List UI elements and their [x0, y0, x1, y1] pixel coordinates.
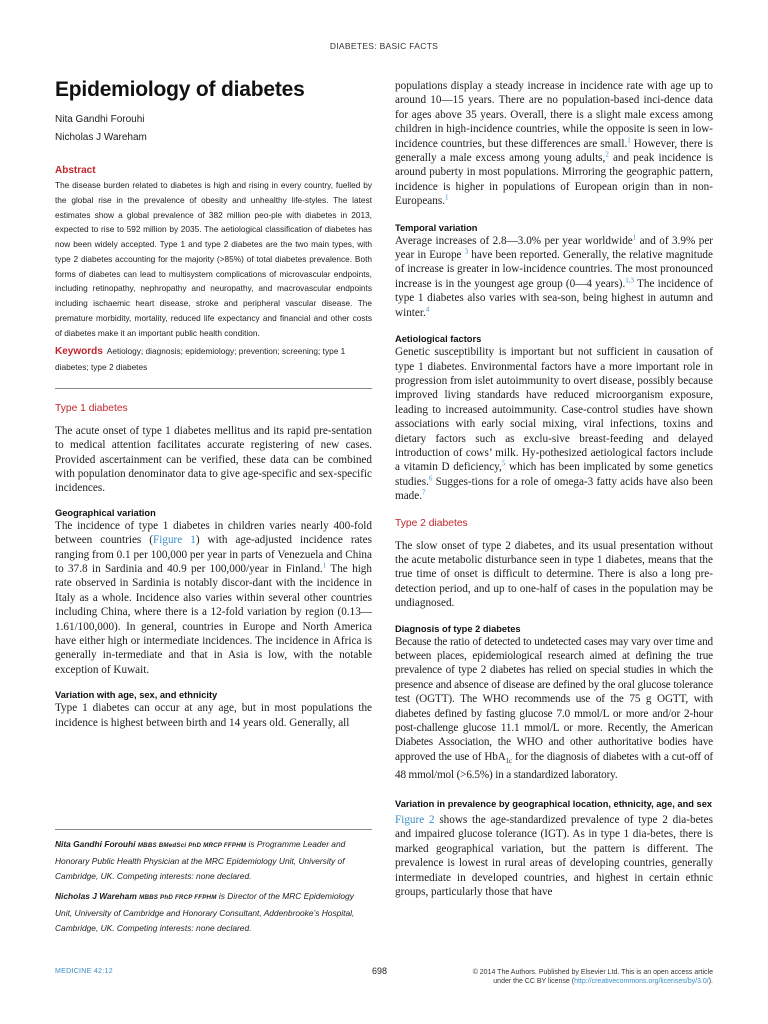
type1-heading: Type 1 diabetes	[55, 402, 128, 414]
section-divider	[55, 388, 372, 389]
author-bio-1: Nita Gandhi Forouhi MBBS BMedSci PhD MRCP FFPHM is Programme Leader and Honorary Public Health Physician at the MRC Epidemiology Unit, University of Cambridge, UK. Competing interests: none declared.	[55, 839, 346, 881]
type2-heading: Type 2 diabetes	[395, 517, 468, 529]
keywords-label: Keywords	[55, 346, 103, 358]
continued-text: populations display a steady increase in incidence rate with age up to around 10—15 years. There are no population-based inci-dence data for ages above 35 years. Overall, there is a slight male excess among children in high-incidence countries, while the opposite is seen in low-incidence countries, but these differences are small.$^1$ However, there is generally a male excess among young adults,$^2$ and peak incidence is around puberty in most populations. Mirroring the geographic pattern, incidence is higher in populations of European origin than in non-Europeans.$^1$	[395, 80, 714, 208]
geo-variation-text: The incidence of type 1 diabetes in children varies nearly 400-fold between countries (Figure 1) with age-adjusted incidence rates ranging from 0.1 per 100,000 per year in parts of Venezuela and China to 37.8 in Sardinia and 40.9 per 100,000/year in Finland.$^1$ The high rate observed in Sardinia is notably discor-dant with the incidence in Italy as a whole. Incidence also varies within several other countries including China, where there is a 12-fold variation by region (0.13—1.61/100,000). In general, countries in Europe and North America have either high or intermediate incidences. The incidence in Africa is generally in-termediate and that in Asia is low, with the notable exception of Kuwait.	[55, 519, 372, 676]
temporal-variation-text: Average increases of 2.8—3.0% per year worldwide$^1$ and of 3.9% per year in Europe $^3$ have been reported. Generally, the relative magnitude of increase is greater in low-incidence countries. The most pronounced increase is in the youngest age group (0—4 years).$^{1,3}$ The incidence of type 1 diabetes also varies with sea-son, being highest in autumn and winter.$^4$	[395, 232, 714, 319]
diagnosis-heading: Diagnosis of type 2 diabetes	[395, 623, 521, 634]
type1-intro: The acute onset of type 1 diabetes mellitus and its rapid pre-sentation to medical attention facilitates accurate registering of new cases. Provided ascertainment can be verified, these data can be combined with population denominator data to give age-specific and sex-specific incidences.	[55, 424, 372, 495]
author-bio-2: Nicholas J Wareham MBBS PhD FRCP FFPHM is Director of the MRC Epidemiology Unit, University of Cambridge and Honorary Consultant, Addenbrooke’s Hospital, Cambridge, UK. Competing interests: none declared.	[55, 891, 355, 933]
running-head: DIABETES: BASIC FACTS	[329, 41, 439, 51]
abstract-text: The disease burden related to diabetes is high and rising in every country, fuelled by the global rise in the prevalence of obesity and unhealthy life-styles. The latest estimates show a global prevalence of 382 million peo-ple with diabetes in 2013, expected to rise to 592 million by 2035. The aetiological classification of diabetes has now been widely accepted. Type 1 and type 2 diabetes are the two main types, with type 2 diabetes accounting for the majority (>85%) of total diabetes prevalence. Both forms of diabetes can lead to multisystem complications of microvascular endpoints, including retinopathy, nephropathy and neuropathy, and macrovascular endpoints including ischaemic heart disease, stroke and peripheral vascular disease. The premature morbidity, mortality, reduced life expectancy and financial and other costs of diabetes make it an important public health condition.	[55, 180, 372, 338]
keywords	[55, 344, 372, 375]
journal-citation: MEDICINE 42:12	[55, 968, 113, 975]
keywords-text: Aetiology; diagnosis; epidemiology; prevention; screening; type 1 diabetes; type 2 diabetes	[55, 346, 346, 372]
age-variation-text: Type 1 diabetes can occur at any age, but in most populations the incidence is highest between birth and 14 years old. Generally, all	[55, 702, 372, 729]
figure-2-link[interactable]: Figure 2	[395, 813, 435, 826]
copyright-notice: © 2014 The Authors. Published by Elsevier Ltd. This is an open access article under the CC BY license (http://creativecommons.org/licenses/by/3.0/).	[472, 969, 713, 985]
bio-divider	[55, 829, 372, 830]
author-2: Nicholas J Wareham	[55, 132, 147, 143]
page-number: 698	[372, 966, 388, 976]
left-column	[55, 75, 372, 730]
figure-1-link[interactable]: Figure 1	[153, 534, 196, 547]
temporal-variation-heading: Temporal variation	[395, 222, 478, 233]
prevalence-variation-text: Figure 2 shows the age-standardized prevalence of type 2 dia-betes and impaired glucose tolerance (IGT). As in type 1 dia-betes, there is marked geographical variation, but the pattern is different. The prevalence is lowest in rural areas of developing countries, generally intermediate in developed countries, and highest in certain ethnic groups, particularly those that have	[395, 813, 713, 898]
type2-intro: The slow onset of type 2 diabetes, and its usual presentation without the acute metabolic disturbance seen in type 1 diabetes, means that the true time of onset is difficult to determine. There is also a long pre-detection period, and up to one-half of cases in the population may be undiagnosed.	[395, 539, 713, 610]
license-link[interactable]: http://creativecommons.org/licenses/by/3.0/	[574, 978, 709, 985]
citation-1[interactable]: 1	[322, 561, 327, 570]
article-title: Epidemiology of diabetes	[55, 78, 305, 101]
age-variation-heading: Variation with age, sex, and ethnicity	[55, 690, 218, 701]
diagnosis-text: Because the ratio of detected to undetected cases may vary over time and between places, epidemiological research aimed at defining the true prevalence of type 2 diabetes has relied on special studies in which the presence and absence of disease are defined by the oral glucose tolerance test (OGTT). The WHO recommends use of the 75 g OGTT, with diabetes defined by fasting glucose 7.0 mmol/L or more and/or 2-hour post-challenge glucose 11.1 mmol/L or more. Recently, the American Diabetes Association, the WHO and other authoritative bodies have approved the use of HbA$_{1c}$ for the diagnosis of diabetes with a cut-off of 48 mmol/mol (>6.5%) in a standardized laboratory.	[395, 635, 713, 782]
right-column	[395, 79, 713, 899]
geo-variation-heading: Geographical variation	[55, 507, 156, 518]
aetiological-factors-heading: Aetiological factors	[395, 334, 482, 345]
abstract-heading: Abstract	[55, 165, 96, 176]
author-1: Nita Gandhi Forouhi	[55, 114, 145, 125]
prevalence-variation-heading: Variation in prevalence by geographical location, ethnicity, age, and sex	[395, 798, 713, 809]
aetiological-factors-text: Genetic susceptibility is important but not sufficient in causation of type 1 diabetes. Environmental factors have a more important role in progression from islet autoimmunity to overt disease, possibly because improved living standards have reduced microorganism exposure, leading to increased autoimmunity. Case-control studies have shown associations with early social mixing, viral infections, toxins and dietary factors such as exclu-sive breast-feeding and delayed introduction of cows’ milk. Hy-pothesized aetiological factors include a vitamin D deficiency,$^5$ which has been implicated by some genetics studies.$^6$ Sugges-tions for a role of omega-3 fatty acids have also been made.$^7$	[395, 346, 713, 503]
